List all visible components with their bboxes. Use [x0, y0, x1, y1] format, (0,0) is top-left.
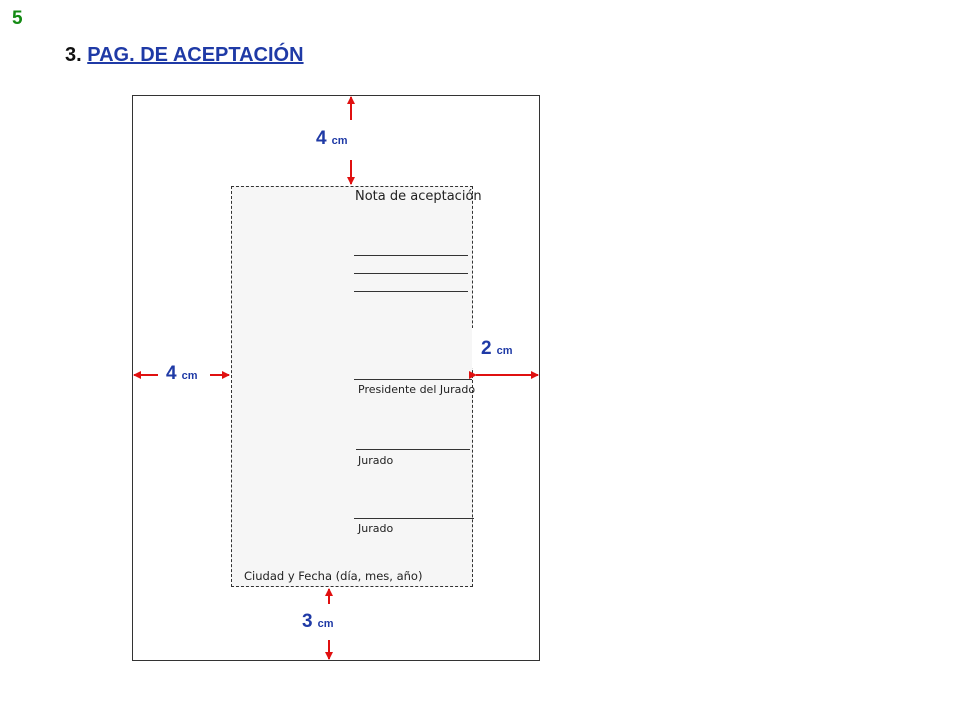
heading-link[interactable]: PAG. DE ACEPTACIÓN: [87, 44, 304, 66]
nota-aceptacion-label: Nota de aceptación: [355, 189, 482, 204]
presidente-label: Presidente del Jurado: [358, 383, 476, 396]
slide-number: 5: [12, 8, 23, 29]
left-margin-label: 4 cm: [166, 363, 198, 384]
bottom-margin-label: 3 cm: [302, 611, 334, 632]
jurado-label: Jurado: [358, 454, 394, 467]
heading-prefix: 3.: [65, 44, 82, 66]
ciudad-fecha-label: Ciudad y Fecha (día, mes, año): [244, 569, 423, 583]
top-margin-label: 4 cm: [316, 128, 348, 149]
right-margin-label: 2 cm: [472, 328, 518, 368]
jurado-label: Jurado: [358, 522, 394, 535]
